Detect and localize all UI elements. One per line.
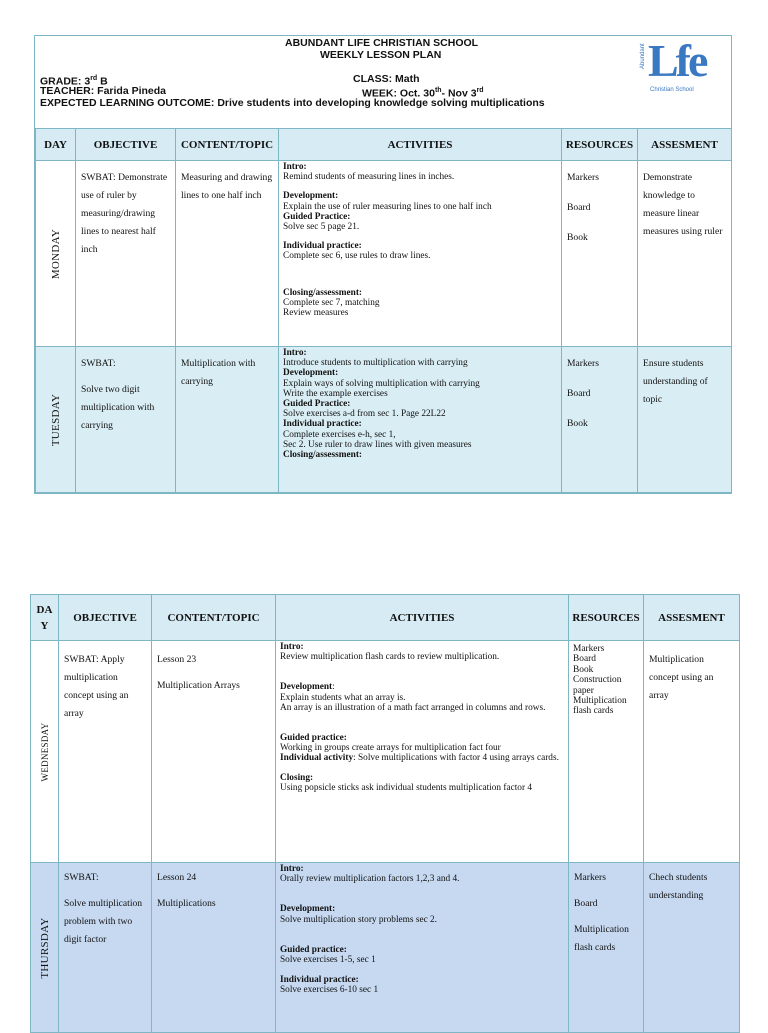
row-thursday: [31, 863, 740, 1033]
col-resources: RESOURCES: [569, 595, 644, 641]
activities-cell: Intro: Introduce students to multiplication with carrying Development: Explain ways of solving multiplication with carrying Write the example exercises Guided Practice: Solve exercises a-d from sec 1. Page 22L22 Individual practice: Complete exercises e-h, sec 1, Sec 2. Use ruler to draw lines with given measures Closing/assessment:: [279, 347, 562, 493]
assessment-cell: Multiplication concept using an array: [644, 641, 740, 863]
col-day: DA Y: [31, 595, 59, 641]
resources-cell: Markers Board Book Construction paper Multiplication flash cards: [569, 641, 644, 863]
content-cell: Lesson 23 Multiplication Arrays: [152, 641, 276, 863]
activities-cell: Intro: Orally review multiplication factors 1,2,3 and 4. Development: Solve multiplication story problems sec 2. Guided practice: Solve exercises 1-5, sec 1 Individual practice: Solve exercises 6-10 sec 1: [276, 863, 569, 1033]
col-activities: ACTIVITIES: [276, 595, 569, 641]
col-content: CONTENT/TOPIC: [152, 595, 276, 641]
lesson-table-1: [35, 128, 732, 493]
col-content: CONTENT/TOPIC: [176, 129, 279, 161]
resources-cell: Markers Board Book: [562, 347, 638, 493]
logo-mark: Lfe: [648, 35, 706, 86]
row-monday: [36, 161, 732, 347]
day-label: THURSDAY: [38, 916, 51, 979]
col-resources: RESOURCES: [562, 129, 638, 161]
col-day: DAY: [36, 129, 76, 161]
day-label: MONDAY: [49, 228, 62, 279]
objective-cell: SWBAT: Demonstrate use of ruler by measuring/drawing lines to nearest half inch: [76, 161, 176, 347]
table-header-row: [31, 595, 740, 641]
assessment-cell: Ensure students understanding of topic: [638, 347, 732, 493]
row-tuesday: [36, 347, 732, 493]
plan-title: WEEKLY LESSON PLAN: [320, 49, 442, 61]
day-label: WEDNESDAY: [39, 722, 50, 781]
resources-cell: Markers Board Multiplication flash cards: [569, 863, 644, 1033]
content-cell: Multiplication with carrying: [176, 347, 279, 493]
school-logo: [640, 35, 714, 99]
logo-side-text: Abundant: [640, 43, 646, 69]
content-cell: Measuring and drawing lines to one half inch: [176, 161, 279, 347]
logo-caption: Christian School: [650, 87, 694, 93]
class-name: CLASS: Math: [353, 73, 420, 85]
objective-cell: SWBAT: Solve multiplication problem with two digit factor: [59, 863, 152, 1033]
day-cell: [36, 161, 76, 347]
assessment-cell: Demonstrate knowledge to measure linear measures using ruler: [638, 161, 732, 347]
day-cell: [31, 641, 59, 863]
content-cell: Lesson 24 Multiplications: [152, 863, 276, 1033]
week-range: WEEK: Oct. 30th- Nov 3rd: [362, 87, 484, 100]
assessment-cell: Chech students understanding: [644, 863, 740, 1033]
day-label: TUESDAY: [49, 393, 62, 446]
activities-cell: Intro: Review multiplication flash cards to review multiplication. Development: Explain students what an array is. An array is an illustration of a math fact arranged in columns and rows. Guided practice: Working in groups create arrays for multiplication fact four Individual activity: Solve multiplications with factor 4 using arrays cards. Closing: Using popsicle sticks ask individual students multiplication factor 4: [276, 641, 569, 863]
col-activities: ACTIVITIES: [279, 129, 562, 161]
plan-header: [35, 36, 731, 128]
table-header-row: [36, 129, 732, 161]
activities-cell: Intro: Remind students of measuring lines in inches. Development: Explain the use of ruler measuring lines to one half inch Guided Practice: Solve sec 5 page 21. Individual practice: Complete sec 6, use rules to draw lines. Closing/assessment: Complete sec 7, matching Review measures: [279, 161, 562, 347]
school-name: ABUNDANT LIFE CHRISTIAN SCHOOL: [285, 37, 479, 49]
col-assessment: ASSESMENT: [638, 129, 732, 161]
row-wednesday: [31, 641, 740, 863]
day-cell: [31, 863, 59, 1033]
grade: GRADE: 3rd B: [40, 75, 108, 88]
resources-cell: Markers Board Book: [562, 161, 638, 347]
teacher-name: TEACHER: Farida Pineda: [40, 85, 167, 97]
objective-cell: SWBAT: Solve two digit multiplication with carrying: [76, 347, 176, 493]
col-assessment: ASSESMENT: [644, 595, 740, 641]
objective-cell: SWBAT: Apply multiplication concept using an array: [59, 641, 152, 863]
day-cell: [36, 347, 76, 493]
col-objective: OBJECTIVE: [59, 595, 152, 641]
col-objective: OBJECTIVE: [76, 129, 176, 161]
learning-outcome: EXPECTED LEARNING OUTCOME: Drive students into developing knowledge solving multiplications: [40, 97, 545, 109]
lesson-plan-page-1: [34, 35, 732, 494]
lesson-table-2: [30, 594, 740, 1033]
